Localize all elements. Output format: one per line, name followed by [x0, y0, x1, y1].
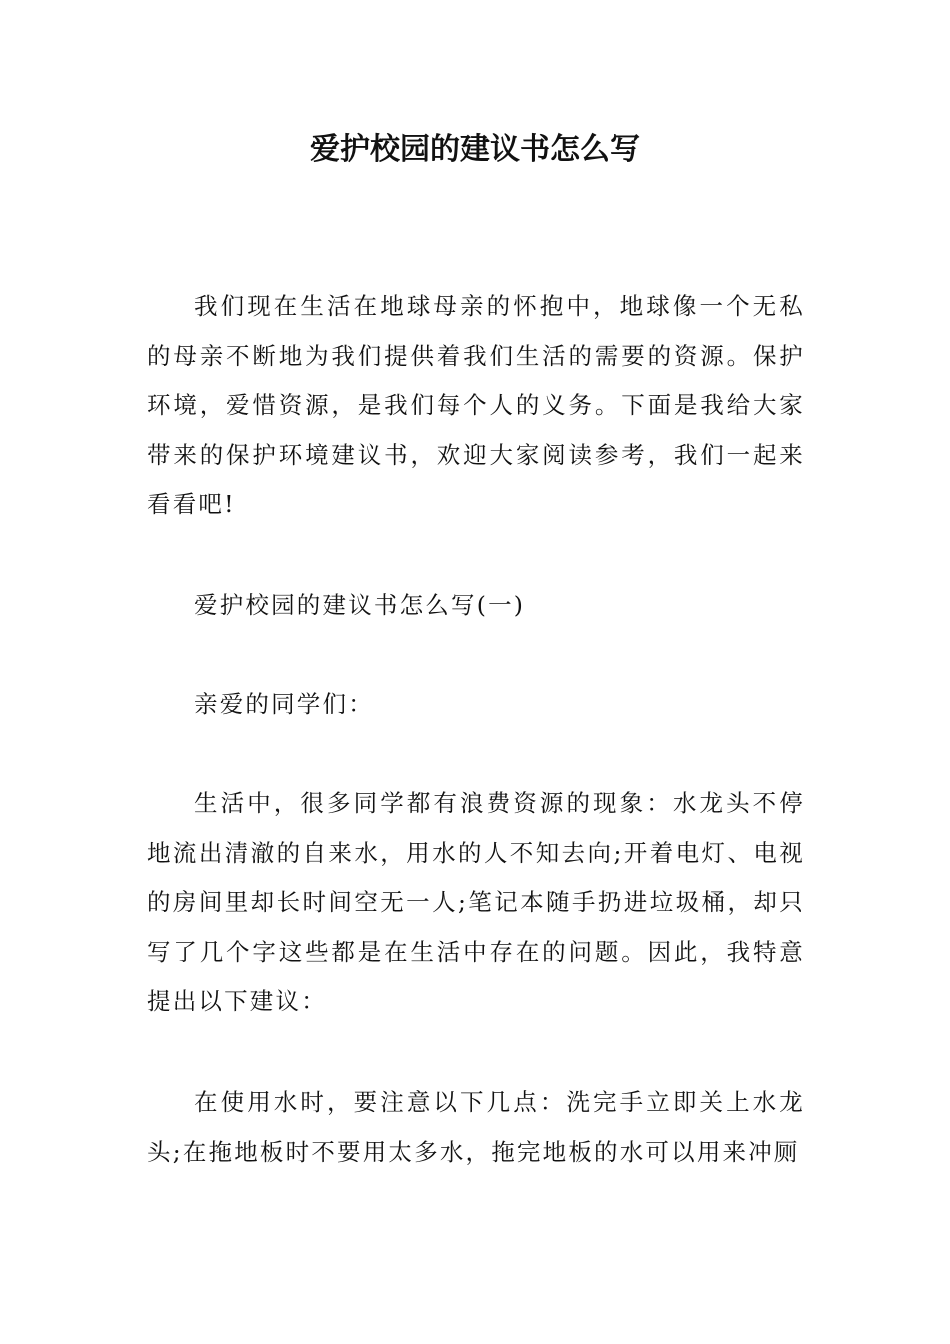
salutation: 亲爱的同学们： — [194, 690, 374, 718]
body-paragraph: 生活中，很多同学都有浪费资源的现象：水龙头不停地流出清澈的自来水，用水的人不知去向;开着电灯、电视的房间里却长时间空无一人;笔记本随手扔进垃圾桶，却只写了几个字这些都是在生活中存在的问题。因此，我特意提出以下建议： — [147, 789, 805, 1015]
intro-paragraph: 我们现在生活在地球母亲的怀抱中，地球像一个无私的母亲不断地为我们提供着我们生活的需要的资源。保护环境，爱惜资源，是我们每个人的义务。下面是我给大家带来的保护环境建议书，欢迎大家阅读参考，我们一起来看看吧! — [147, 292, 805, 518]
body-paragraph: 在使用水时，要注意以下几点：洗完手立即关上水龙头;在拖地板时不要用太多水，拖完地板的水可以用来冲厕 — [147, 1088, 805, 1166]
document-title: 爱护校园的建议书怎么写 — [310, 132, 640, 167]
section-heading: 爱护校园的建议书怎么写(一) — [194, 591, 526, 619]
